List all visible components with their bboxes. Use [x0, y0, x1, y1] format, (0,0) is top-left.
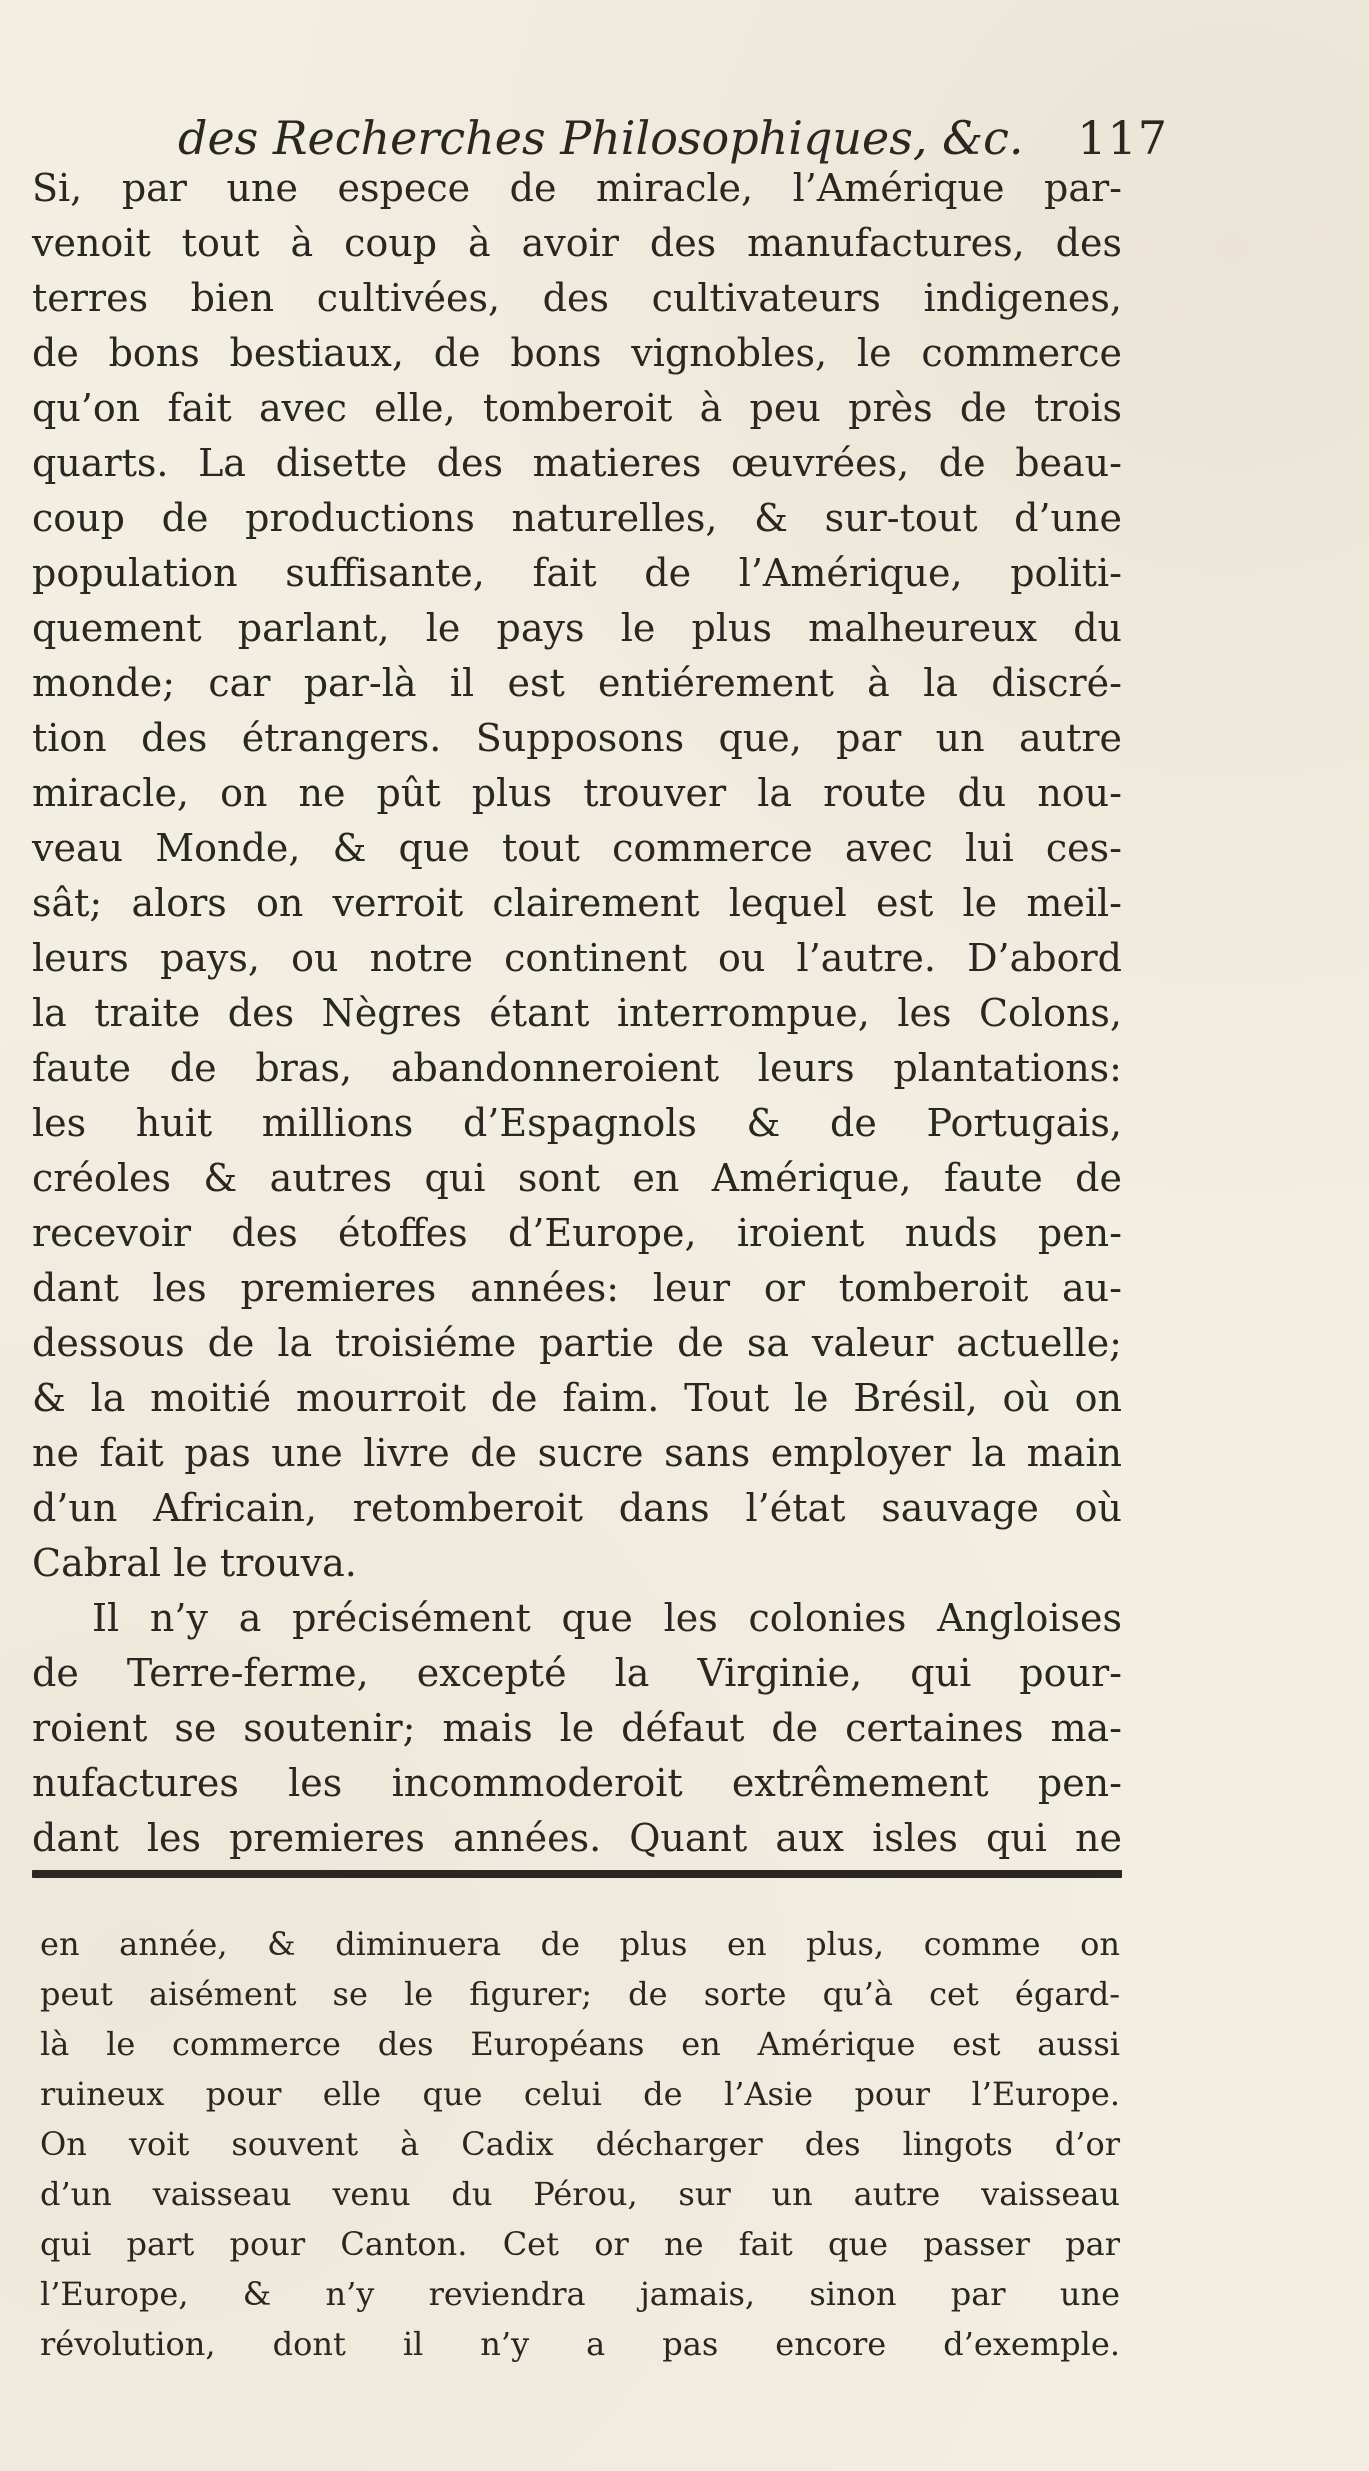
footnote-line: l’Europe, & n’y reviendra jamais, sinon par une	[40, 2275, 1120, 2313]
text-line: terres bien cultivées, des cultivateurs indigenes,	[32, 276, 1122, 320]
text-line: ne fait pas une livre de sucre sans employer la main	[32, 1431, 1122, 1475]
text-line-indented: Il n’y a précisément que les colonies Angloises	[92, 1596, 1122, 1640]
text-line: leurs pays, ou notre continent ou l’autre. D’abord	[32, 936, 1122, 980]
footnote-line: On voit souvent à Cadix décharger des lingots d’or	[40, 2125, 1120, 2163]
text-line: population suffisante, fait de l’Amérique, politi-	[32, 551, 1122, 595]
text-line: dant les premieres années: leur or tomberoit au-	[32, 1266, 1122, 1310]
text-line: dessous de la troisiéme partie de sa valeur actuelle;	[32, 1321, 1122, 1365]
text-line: tion des étrangers. Supposons que, par un autre	[32, 716, 1122, 760]
text-line: quarts. La disette des matieres œuvrées, de beau-	[32, 441, 1122, 485]
text-line: dant les premieres années. Quant aux isles qui ne	[32, 1816, 1122, 1860]
text-line: coup de productions naturelles, & sur-tout d’une	[32, 496, 1122, 540]
footnote-line: là le commerce des Européans en Amérique est aussi	[40, 2025, 1120, 2063]
text-line: Cabral le trouva.	[32, 1541, 357, 1585]
page-number: 117	[1077, 111, 1168, 165]
running-title: des Recherches Philosophiques, &c.	[178, 111, 1024, 165]
text-line: faute de bras, abandonneroient leurs plantations:	[32, 1046, 1122, 1090]
text-line: Si, par une espece de miracle, l’Amérique par-	[32, 166, 1122, 210]
text-line: d’un Africain, retomberoit dans l’état sauvage où	[32, 1486, 1122, 1530]
footnote-line: peut aisément se le figurer; de sorte qu’à cet égard-	[40, 1975, 1120, 2013]
text-line: de bons bestiaux, de bons vignobles, le commerce	[32, 331, 1122, 375]
text-line: de Terre-ferme, excepté la Virginie, qui pour-	[32, 1651, 1122, 1695]
text-line: & la moitié mourroit de faim. Tout le Brésil, où on	[32, 1376, 1122, 1420]
text-line: monde; car par-là il est entiérement à la discré-	[32, 661, 1122, 705]
text-line: la traite des Nègres étant interrompue, les Colons,	[32, 991, 1122, 1035]
text-line: nufactures les incommoderoit extrêmement pen-	[32, 1761, 1122, 1805]
footnote-rule	[32, 1870, 1122, 1878]
text-line: quement parlant, le pays le plus malheureux du	[32, 606, 1122, 650]
text-line: venoit tout à coup à avoir des manufactures, des	[32, 221, 1122, 265]
text-line: roient se soutenir; mais le défaut de certaines ma-	[32, 1706, 1122, 1750]
footnote-line: en année, & diminuera de plus en plus, comme on	[40, 1925, 1120, 1963]
text-line: sât; alors on verroit clairement lequel est le meil-	[32, 881, 1122, 925]
footnote-line: révolution, dont il n’y a pas encore d’exemple.	[40, 2325, 1120, 2363]
footnote-line: qui part pour Canton. Cet or ne fait que passer par	[40, 2225, 1120, 2263]
footnote-line: ruineux pour elle que celui de l’Asie pour l’Europe.	[40, 2075, 1120, 2113]
text-line: miracle, on ne pût plus trouver la route du nou-	[32, 771, 1122, 815]
text-line: créoles & autres qui sont en Amérique, faute de	[32, 1156, 1122, 1200]
text-line: recevoir des étoffes d’Europe, iroient nuds pen-	[32, 1211, 1122, 1255]
text-line: veau Monde, & que tout commerce avec lui ces-	[32, 826, 1122, 870]
page-header	[178, 108, 1178, 168]
footnote-line: d’un vaisseau venu du Pérou, sur un autre vaisseau	[40, 2175, 1120, 2213]
text-line: les huit millions d’Espagnols & de Portugais,	[32, 1101, 1122, 1145]
text-line: qu’on fait avec elle, tomberoit à peu près de trois	[32, 386, 1122, 430]
